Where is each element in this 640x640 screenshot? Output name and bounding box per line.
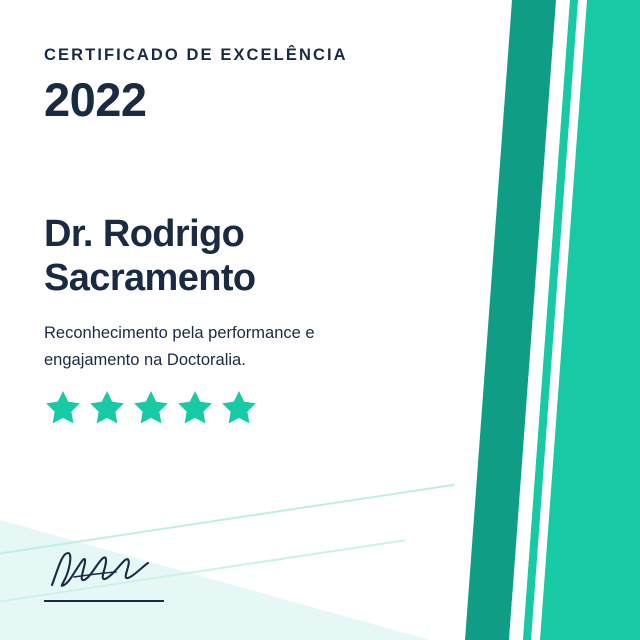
recipient-name: Dr. Rodrigo Sacramento: [44, 213, 256, 300]
star-icon: [42, 388, 84, 428]
certificate-content: [44, 0, 464, 640]
star-icon: [130, 388, 172, 428]
signature-mark: [44, 547, 174, 593]
star-icon: [86, 388, 128, 428]
star-icon: [218, 388, 260, 428]
star-icon: [174, 388, 216, 428]
signature-line: [44, 600, 164, 602]
certificate-description: Reconhecimento pela performance e engajamento na Doctoralia.: [44, 324, 315, 369]
certificate-year: 2022: [44, 73, 147, 126]
certificate-eyebrow: CERTIFICADO DE EXCELÊNCIA: [44, 46, 348, 64]
rating-stars: [42, 388, 260, 428]
signature-block: [44, 547, 194, 602]
